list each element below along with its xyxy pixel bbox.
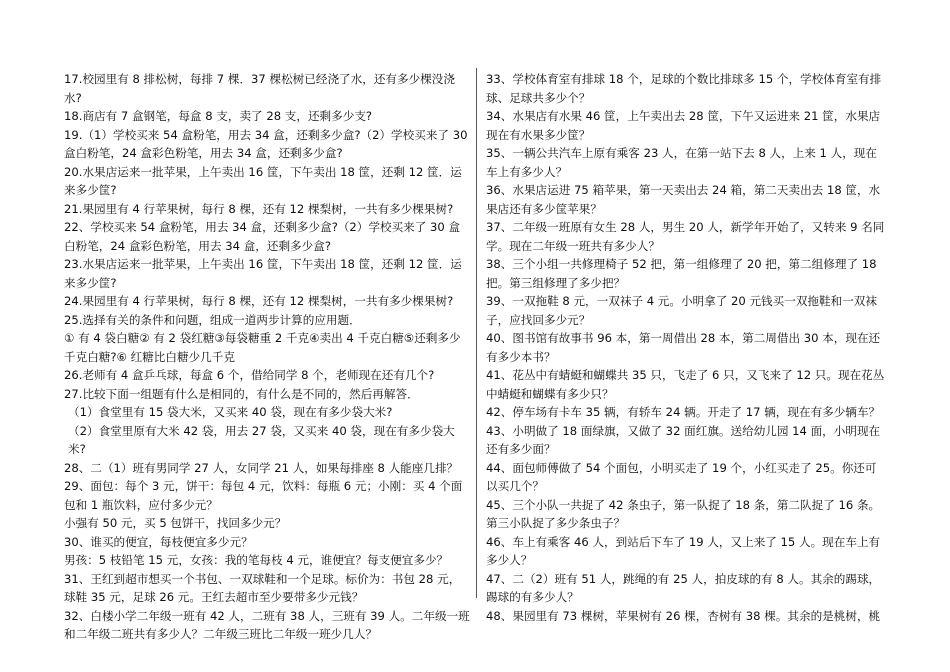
right-column bbox=[486, 70, 886, 625]
question-25: 25.选择有关的条件和问题，组成一道两步计算的应用题． bbox=[64, 312, 361, 327]
question-38: 38、三个小组一共修理椅子 52 把，第一组修理了 20 把，第二组修理了 18 把。第三组修理了多少把？ bbox=[486, 257, 877, 290]
question-42: 42、停车场有卡车 35 辆，有轿车 24 辆。开走了 17 辆，现在有多少辆车？ bbox=[486, 405, 881, 419]
question-30-detail: 男孩：5 枝铅笔 15 元，女孩：我的笔每枝 4 元，谁便宜？每支便宜多少？ bbox=[64, 553, 449, 567]
question-26: 26.老师有 4 盒乒乓球，每盒 6 个，借给同学 8 个，老师现在还有几个? bbox=[64, 368, 435, 382]
question-18: 18.商店有 7 盒钢笔，每盒 8 支，卖了 28 支，还剩多少支? bbox=[64, 109, 373, 123]
question-27: 27.比较下面一组题有什么是相同的，有什么是不同的，然后再解答． bbox=[64, 386, 419, 401]
question-24: 24.果园里有 4 行苹果树，每行 8 棵，还有 12 棵梨树，一共有多少棵果树? bbox=[64, 294, 454, 308]
question-23: 23.水果店运来一批苹果，上午卖出 16 筐，下午卖出 18 筐，还剩 12 筐．运来多少筐? bbox=[64, 257, 462, 290]
question-21: 21.果园里有 4 行苹果树，每行 8 棵，还有 12 棵梨树，一共有多少棵果树? bbox=[64, 201, 454, 216]
question-27-part-2: （2）食堂里原有大米 42 袋，用去 27 袋，又买来 40 袋，现在有多少袋大米? bbox=[68, 423, 455, 456]
question-45: 45、三个小队一共捉了 42 条虫子，第一队捉了 18 条，第二队捉了 16 条。第三小队捉了多少条虫子？ bbox=[486, 497, 881, 530]
question-17: 17.校园里有 8 排松树，每排 7 棵．37 棵松树已经浇了水，还有多少棵没浇水? bbox=[64, 72, 455, 105]
question-25-options: ① 有 4 袋白糖② 有 2 袋红糖③每袋糖重 2 千克④卖出 4 千克白糖⑤还剩多少千克白糖?⑥ 红糖比白糖少几千克 bbox=[64, 331, 461, 364]
question-44: 44、面包师傅做了 54 个面包，小明买走了 19 个，小红买走了 25。你还可以买几个？ bbox=[486, 460, 877, 493]
question-37: 37、二年级一班原有女生 28 人，男生 20 人，新学年开始了，又转来 9 名同学。现在二年级一班共有多少人？ bbox=[486, 220, 885, 253]
question-29-part-2: 小强有 50 元，买 5 包饼干，找回多少元？ bbox=[64, 516, 287, 530]
question-31: 31、王红到超市想买一个书包、一双球鞋和一个足球。标价为：书包 28 元，球鞋 35 元，足球 26 元。王红去超市至少要带多少元钱？ bbox=[64, 571, 461, 604]
question-47: 47、二（2）班有 51 人，跳绳的有 25 人，拍皮球的有 8 人。其余的踢球，踢球的有多少人？ bbox=[486, 571, 881, 604]
question-22: 22、学校买来 54 盒粉笔，用去 34 盒，还剩多少盒?（2）学校买来了 30 盒白粉笔，24 盒彩色粉笔，用去 34 盒，还剩多少盒? bbox=[64, 220, 461, 253]
question-46: 46、车上有乘客 46 人，到站后下车了 19 人，又上来了 15 人。现在车上有多少人？ bbox=[486, 534, 881, 567]
question-43: 43、小明做了 18 面绿旗，又做了 32 面红旗。送给幼儿园 14 面，小明现在还有多少面？ bbox=[486, 423, 881, 456]
question-30: 30、谁买的便宜，每枝便宜多少元？ bbox=[64, 534, 253, 549]
question-36: 36、水果店运进 75 箱苹果，第一天卖出去 24 箱，第二天卖出去 18 筐，水果店还有多少筐苹果？ bbox=[486, 183, 881, 216]
question-20: 20.水果店运来一批苹果，上午卖出 16 筐，下午卖出 18 筐，还剩 12 筐．运来多少筐? bbox=[64, 164, 462, 197]
question-35: 35、一辆公共汽车上原有乘客 23 人，在第一站下去 8 人，上来 1 人，现在车上有多少人？ bbox=[486, 146, 877, 179]
column-divider bbox=[476, 68, 477, 598]
question-29: 29、面包：每个 3 元，饼干：每包 4 元，饮料：每瓶 6 元；小刚：买 4 个面包和 1 瓶饮料，应付多少元？ bbox=[64, 479, 463, 512]
question-27-part-1: （1）食堂里有 15 袋大米，又买来 40 袋，现在有多少袋大米? bbox=[68, 405, 393, 419]
question-34: 34、水果店有水果 46 筐，上午卖出去 28 筐，下午又运进来 21 筐，水果店现在有水果多少筐？ bbox=[486, 109, 881, 142]
question-28: 28、二（1）班有男同学 27 人，女同学 21 人，如果每排座 8 人能座几排？ bbox=[64, 460, 459, 475]
question-19: 19.（1）学校买来 54 盒粉笔，用去 34 盒，还剩多少盒?（2）学校买来了 30 盒白粉笔，24 盒彩色粉笔，用去 34 盒，还剩多少盒? bbox=[64, 127, 468, 160]
question-41: 41、花丛中有蜻蜓和蝴蝶共 35 只，飞走了 6 只，又飞来了 12 只。现在花丛中蜻蜓和蝴蝶有多少只？ bbox=[486, 368, 885, 401]
question-40: 40、图书馆有故事书 96 本，第一周借出 28 本，第二周借出 30 本，现在还有多少本书？ bbox=[486, 331, 881, 364]
question-48: 48、果园里有 73 棵树，苹果树有 26 棵，杏树有 38 棵。其余的是桃树，桃 bbox=[486, 608, 881, 623]
question-32: 32、白楼小学二年级一班有 42 人，二班有 38 人，三班有 39 人。二年级一班和二年级二班共有多少人？二年级三班比二年级一班少几人？ bbox=[64, 608, 470, 641]
left-column bbox=[64, 70, 470, 644]
question-33: 33、学校体育室有排球 18 个，足球的个数比排球多 15 个，学校体育室有排球、足球共多少个？ bbox=[486, 72, 882, 105]
question-39: 39、一双拖鞋 8 元，一双袜子 4 元。小明拿了 20 元钱买一双拖鞋和一双袜子，应找回多少元？ bbox=[486, 294, 877, 327]
